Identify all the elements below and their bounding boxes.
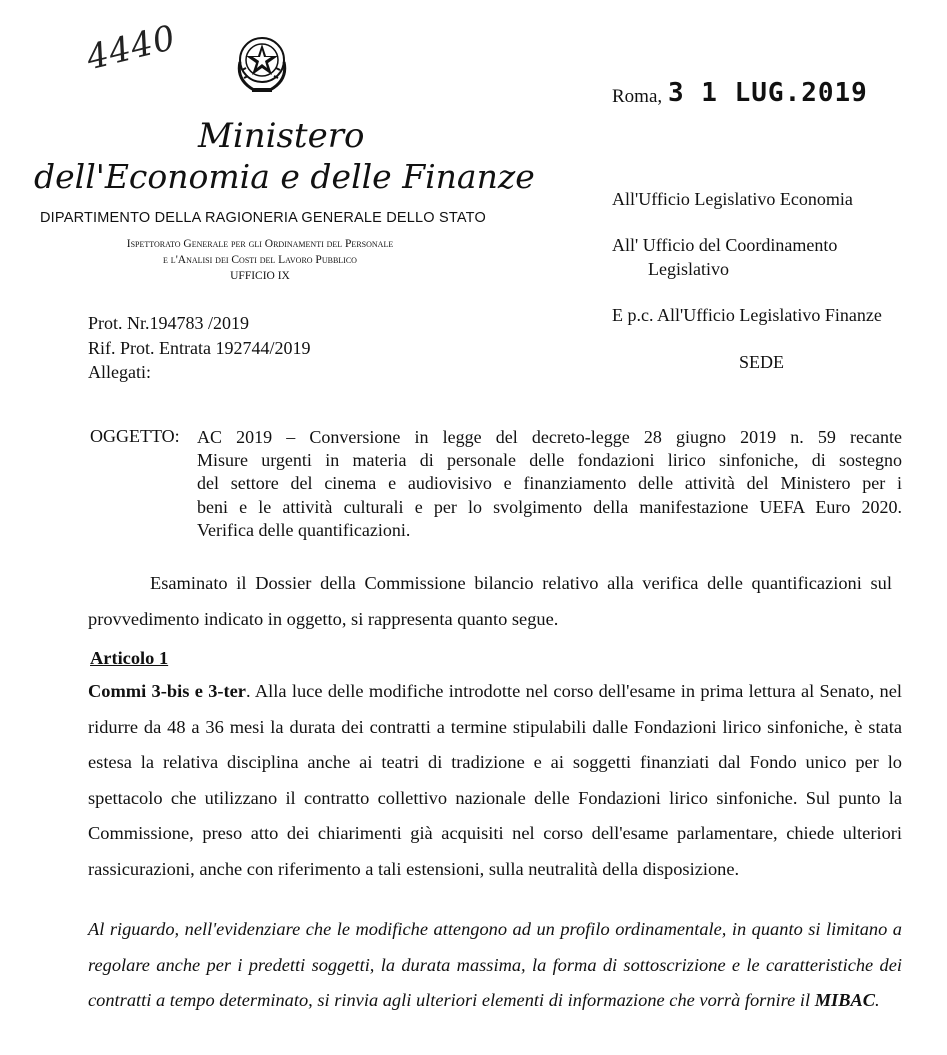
ministry-title: Ministero [198, 116, 365, 156]
recipient-2: All' Ufficio del Coordinamento [612, 235, 838, 255]
response-bold: MIBAC [814, 990, 876, 1011]
protocol-number: Prot. Nr.194783 /2019 [88, 313, 250, 333]
article-body [88, 674, 902, 888]
protocol-reference: Rif. Prot. Entrata 192744/2019 [88, 338, 311, 358]
inspectorate-line-1: Ispettorato Generale per gli Ordinamenti del Personale [126, 238, 394, 250]
commi-label: Commi 3-bis e 3-ter [88, 681, 246, 701]
response-text: Al riguardo, nell'evidenziare che le modifiche attengono ad un profilo ordinamentale, in quanto si limitano a regolare anche per i predetti soggetti, la durata massima, la forma di sottoscrizione e le caratteristiche dei contratti a tempo determinato, si rinvia agli ulteriori elementi di informazione che vorrà fornire il [88, 919, 902, 1011]
date-label: Roma, [612, 86, 663, 107]
recipient-sede: SEDE [739, 352, 784, 372]
article-response [88, 912, 902, 1019]
recipient-2-cont: Legislativo [648, 259, 729, 279]
inspectorate-line-2: e l'Analisi dei Costi del Lavoro Pubblico [163, 254, 357, 266]
office-name: UFFICIO IX [230, 270, 290, 282]
recipient-cc: E p.c. All'Ufficio Legislativo Finanze [612, 305, 882, 325]
italian-republic-emblem-icon [232, 30, 292, 96]
subject-line: Verifica delle quantificazioni. [197, 519, 411, 540]
subject-line: beni e le attività culturali e per lo svolgimento della manifestazione UEFA Euro 2020. [197, 496, 902, 517]
response-end: . [875, 990, 880, 1011]
subject-text [197, 426, 902, 542]
subject-line: Misure urgenti in materia di personale delle fondazioni lirico sinfoniche, di sostegno [197, 450, 902, 471]
ministry-name: dell'Economia e delle Finanze [34, 157, 535, 196]
attachments-label: Allegati: [88, 362, 151, 382]
department-name: DIPARTIMENTO DELLA RAGIONERIA GENERALE DELLO STATO [40, 210, 486, 226]
recipient-1: All'Ufficio Legislativo Economia [612, 189, 853, 209]
subject-line: AC 2019 – Conversione in legge del decreto-legge 28 giugno 2019 n. 59 recante [197, 427, 902, 447]
article-heading: Articolo 1 [90, 648, 169, 668]
subject-line: del settore del cinema e audiovisivo e finanziamento delle attività del Ministero per i [197, 473, 902, 494]
intro-paragraph: Esaminato il Dossier della Commissione bilancio relativo alla verifica delle quantificazioni sul provvedimento indicato in oggetto, si rappresenta quanto segue. [88, 573, 892, 629]
subject-label: OGGETTO: [90, 426, 180, 446]
article-body-text: . Alla luce delle modifiche introdotte nel corso dell'esame in prima lettura al Senato, nel ridurre da 48 a 36 mesi la durata dei contratti a termine stipulabili dalle Fondazioni lirico sinfoniche, è stata estesa la relativa disciplina anche ai teatri di tradizione e ai soggetti finanziati dal Fondo unico per lo spettacolo che utilizzano il contratto collettivo nazionale delle Fondazioni lirico sinfoniche. Sul punto la Commissione, preso atto dei chiarimenti già acquisiti nel corso dell'esame parlamentare, chiede ulteriori rassicurazioni, anche con riferimento a tali estensioni, sulla neutralità della disposizione. [88, 681, 902, 879]
date-stamp: 3 1 LUG.2019 [668, 78, 868, 108]
handwritten-annotation: 4440 [82, 17, 181, 79]
